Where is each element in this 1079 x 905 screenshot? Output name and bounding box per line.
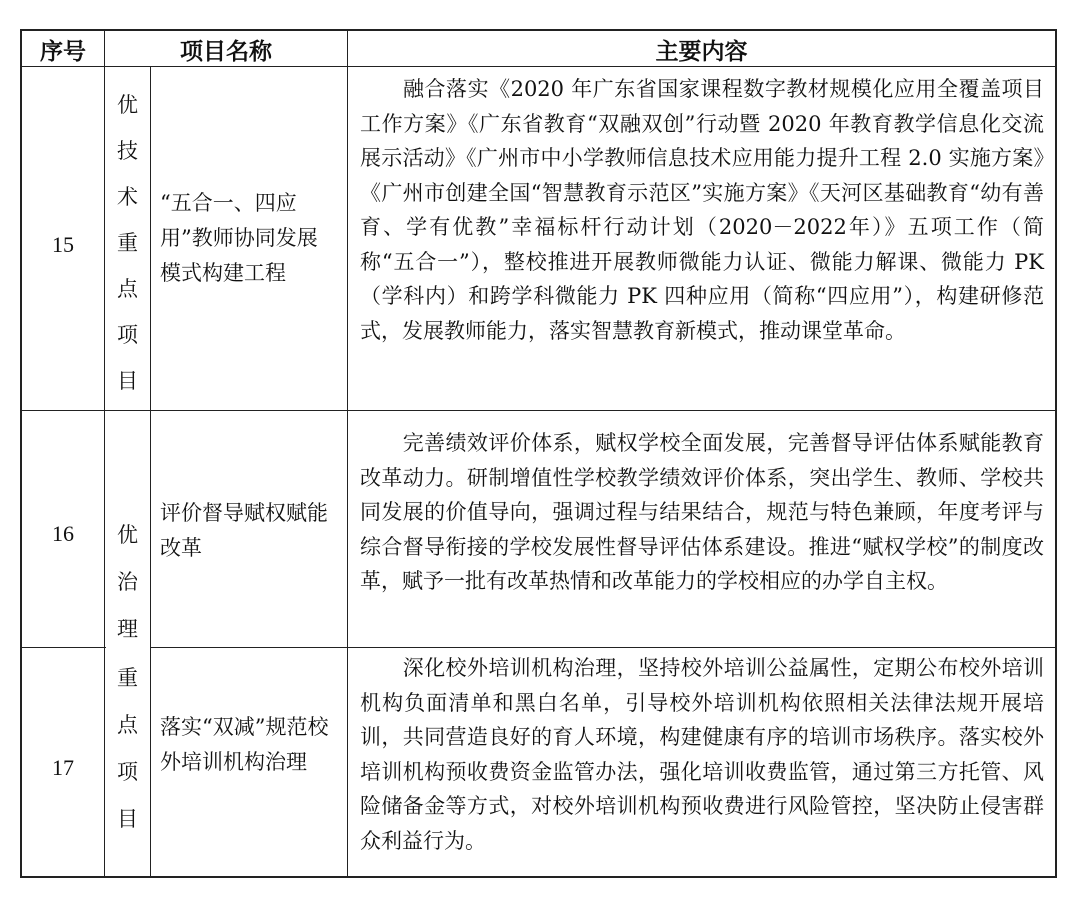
project-name: 评价督导赋权赋能改革 (160, 501, 328, 560)
table-border-left (20, 29, 22, 878)
header-content: 主要内容 (655, 39, 748, 65)
project-name: “五合一、四应用”教师协同发展模式构建工程 (160, 191, 318, 285)
category-label: 优 治 理 重 点 项 目 (117, 523, 138, 831)
category-label: 优 技 术 重 点 项 目 (117, 93, 138, 393)
row-separator (150, 647, 1056, 648)
row-separator (20, 410, 1056, 411)
table-border-top (20, 29, 1056, 31)
row-separator (20, 647, 106, 648)
col-separator (150, 67, 151, 878)
project-content: 完善绩效评价体系，赋权学校全面发展，完善督导评估体系赋能教育改革动力。研制增值性学校教学绩效评价体系，突出学生、教师、学校共同发展的价值导向，强调过程与结果结合，规范与特色兼顾，年度考评与综合督导衔接的学校发展性督导评估体系建设。推进“赋权学校”的制度改革，赋予一批有改革热情和改革能力的学校相应的办学自主权。 (360, 431, 1044, 593)
header-seq: 序号 (40, 39, 86, 65)
row-number: 17 (52, 755, 74, 780)
project-content: 深化校外培训机构治理，坚持校外培训公益属性，定期公布校外培训机构负面清单和黑白名单，引导校外培训机构依照相关法律法规开展培训，共同营造良好的育人环境，构建健康有序的培训市场秩序。落实校外培训机构预收费资金监管办法，强化培训收费监管，通过第三方托管、风险储备金等方式，对校外培训机构预收费进行风险管控，坚决防止侵害群众利益行为。 (360, 656, 1044, 853)
table-border-right (1055, 29, 1057, 878)
project-name: 落实“双减”规范校外培训机构治理 (160, 715, 329, 774)
header-separator (20, 66, 1056, 67)
row-number: 16 (52, 521, 74, 546)
project-content: 融合落实《2020 年广东省国家课程数字教材规模化应用全覆盖项目工作方案》《广东省教育“双融双创”行动暨 2020 年教育教学信息化交流展示活动》《广州市中小学教师信息技术应用能力提升工程 2.0 实施方案》《广州市创建全国“智慧教育示范区”实施方案》《天河区基础教育“幼有善育、学有优教”幸福标杆行动计划（2020－2022年）》五项工作（简称“五合一”），整校推进开展教师微能力认证、微能力解课、微能力 PK（学科内）和跨学科微能力 PK 四种应用（简称“四应用”），构建研修范式，发展教师能力，落实智慧教育新模式，推动课堂革命。 (360, 77, 1044, 343)
table-border-bottom (20, 876, 1056, 878)
header-project: 项目名称 (180, 39, 272, 65)
row-number: 15 (52, 232, 74, 257)
col-separator (347, 29, 348, 878)
